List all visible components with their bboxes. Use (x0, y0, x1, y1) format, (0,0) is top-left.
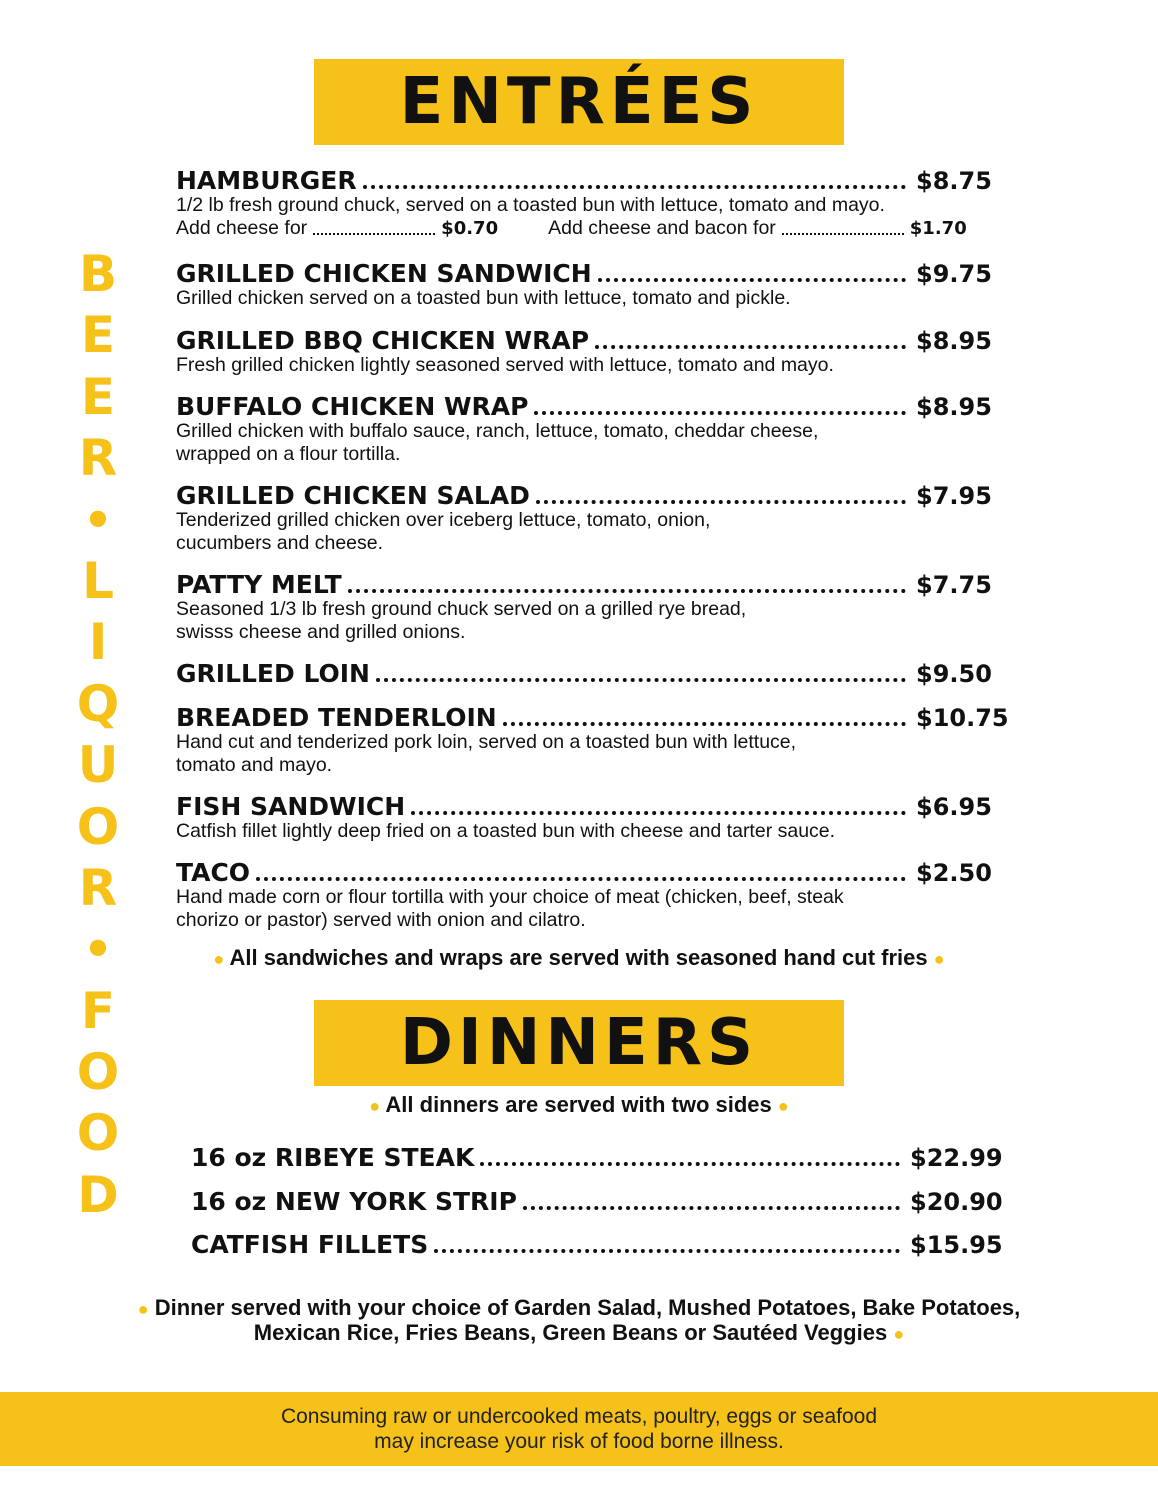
side-tag-letter: I (88, 613, 108, 672)
menu-item-grilled-chicken-sandwich (176, 259, 996, 310)
entrees-fries-note (0, 946, 1158, 971)
side-tag-letter: Q (76, 674, 120, 733)
item-name: CATFISH FILLETS (191, 1230, 429, 1259)
menu-item-new-york-strip (191, 1187, 1003, 1217)
menu-item-catfish-fillets (191, 1230, 1003, 1260)
item-description: Seasoned 1/3 lb fresh ground chuck served on a grilled rye bread, swisss cheese and grilled onions. (176, 598, 747, 643)
item-description: Catfish fillet lightly deep fried on a toasted bun with cheese and tarter sauce. (176, 820, 836, 842)
sides-line-2-text: Mexican Rice, Fries Beans, Green Beans or Sautéed Veggies (253, 1320, 888, 1345)
menu-item-ribeye-steak (191, 1143, 1003, 1173)
bullet-icon: ● (137, 1299, 149, 1319)
dot-leader (534, 411, 906, 415)
food-safety-footer (0, 1392, 1158, 1466)
sides-line-2 (0, 1321, 1158, 1346)
side-tag-letter: L (82, 551, 114, 610)
menu-item-buffalo-chicken-wrap (176, 392, 996, 466)
dot-leader (598, 278, 906, 282)
sides-line-1-text: Dinner served with your choice of Garden Salad, Mushed Potatoes, Bake Potatoes, (154, 1295, 1021, 1320)
item-price: $8.75 (916, 167, 992, 195)
addon-cheese-bacon (548, 217, 967, 240)
addon-label: Add cheese and bacon for (548, 217, 776, 239)
dot-leader (313, 233, 435, 235)
side-tag-letter: R (78, 429, 118, 488)
dot-leader (480, 1162, 900, 1166)
dot-leader (256, 877, 906, 881)
footer-line-2: may increase your risk of food borne illness. (374, 1430, 784, 1453)
side-tag-letter: O (76, 797, 120, 856)
dot-leader (782, 233, 904, 235)
item-price: $22.99 (910, 1144, 1003, 1172)
side-tag-separator: • (83, 492, 113, 547)
item-description: Grilled chicken with buffalo sauce, ranch, lettuce, tomato, cheddar cheese, wrapped on a flour tortilla. (176, 420, 819, 465)
item-name: 16 oz RIBEYE STEAK (191, 1143, 475, 1172)
side-tag-letter: R (78, 858, 118, 917)
addon-label: Add cheese for (176, 217, 308, 239)
menu-item-hamburger (176, 166, 996, 240)
menu-item-taco (176, 858, 996, 932)
item-name: FISH SANDWICH (176, 792, 406, 821)
bullet-icon: ● (893, 1324, 905, 1344)
menu-item-grilled-chicken-salad (176, 481, 996, 555)
note-text: All dinners are served with two sides (385, 1092, 772, 1117)
side-tag-letter: U (77, 736, 119, 795)
side-tag-letter: O (76, 1043, 120, 1102)
item-price: $9.75 (916, 260, 992, 288)
sides-line-1 (0, 1296, 1158, 1321)
dinner-sides-choice-note (0, 1296, 1158, 1346)
dot-leader (376, 678, 906, 682)
item-description: Hand cut and tenderized pork loin, served on a toasted bun with lettuce, tomato and mayo. (176, 731, 797, 776)
item-price: $2.50 (916, 859, 992, 887)
entrees-title: ENTRÉES (399, 65, 759, 139)
item-price: $15.95 (910, 1231, 1003, 1259)
menu-item-grilled-bbq-chicken-wrap (176, 326, 996, 377)
side-tag-separator: • (83, 922, 113, 977)
side-tag-letter: B (78, 245, 118, 303)
item-name: BREADED TENDERLOIN (176, 703, 497, 732)
side-tag-letter: D (77, 1165, 119, 1224)
item-name: GRILLED CHICKEN SANDWICH (176, 259, 592, 288)
bullet-icon: ● (933, 949, 945, 969)
dinners-banner (314, 1000, 844, 1086)
dot-leader (523, 1206, 900, 1210)
item-price: $6.95 (916, 793, 992, 821)
dot-leader (411, 811, 906, 815)
item-description: Hand made corn or flour tortilla with your choice of meat (chicken, beef, steak chorizo or pastor) served with onion and cilatro. (176, 886, 844, 931)
item-name: PATTY MELT (176, 570, 342, 599)
item-price: $7.95 (916, 482, 992, 510)
menu-item-breaded-tenderloin (176, 703, 1009, 777)
item-price: $10.75 (916, 704, 1009, 732)
dinners-title: DINNERS (399, 1006, 759, 1080)
dot-leader (503, 722, 906, 726)
bullet-icon: ● (213, 949, 225, 969)
dot-leader (348, 589, 906, 593)
dot-leader (536, 500, 906, 504)
addon-cheese (176, 217, 498, 240)
dot-leader (434, 1249, 900, 1253)
item-description: Tenderized grilled chicken over iceberg lettuce, tomato, onion, cucumbers and cheese. (176, 509, 711, 554)
side-tag-letter: E (80, 306, 116, 365)
bullet-icon: ● (369, 1096, 381, 1116)
item-name: GRILLED BBQ CHICKEN WRAP (176, 326, 590, 355)
item-price: $7.75 (916, 571, 992, 599)
footer-line-1: Consuming raw or undercooked meats, poultry, eggs or seafood (280, 1405, 878, 1428)
addon-row (176, 217, 996, 240)
beer-liquor-food-tag (72, 244, 124, 1226)
side-tag-letter: O (76, 1104, 120, 1163)
item-price: $9.50 (916, 660, 992, 688)
item-name: HAMBURGER (176, 166, 357, 195)
menu-item-grilled-loin (176, 659, 996, 689)
menu-item-patty-melt (176, 570, 996, 644)
item-price: $8.95 (916, 393, 992, 421)
item-name: BUFFALO CHICKEN WRAP (176, 392, 529, 421)
item-name: GRILLED LOIN (176, 659, 370, 688)
note-text: All sandwiches and wraps are served with seasoned hand cut fries (229, 945, 928, 970)
dinners-sides-note (0, 1093, 1158, 1118)
addon-price: $1.70 (909, 218, 967, 239)
item-name: GRILLED CHICKEN SALAD (176, 481, 530, 510)
item-price: $20.90 (910, 1188, 1003, 1216)
item-description: 1/2 lb fresh ground chuck, served on a toasted bun with lettuce, tomato and mayo. (176, 194, 885, 216)
entrees-banner (314, 59, 844, 145)
item-description: Fresh grilled chicken lightly seasoned served with lettuce, tomato and mayo. (176, 354, 834, 376)
bullet-icon: ● (777, 1096, 789, 1116)
addon-price: $0.70 (441, 218, 499, 239)
item-name: 16 oz NEW YORK STRIP (191, 1187, 517, 1216)
item-name: TACO (176, 858, 251, 887)
item-description: Grilled chicken served on a toasted bun with lettuce, tomato and pickle. (176, 287, 791, 309)
side-tag-letter: E (80, 367, 116, 426)
side-tag-letter: F (80, 981, 116, 1040)
menu-item-fish-sandwich (176, 792, 996, 843)
dot-leader (595, 345, 906, 349)
dot-leader (363, 185, 906, 189)
item-price: $8.95 (916, 327, 992, 355)
